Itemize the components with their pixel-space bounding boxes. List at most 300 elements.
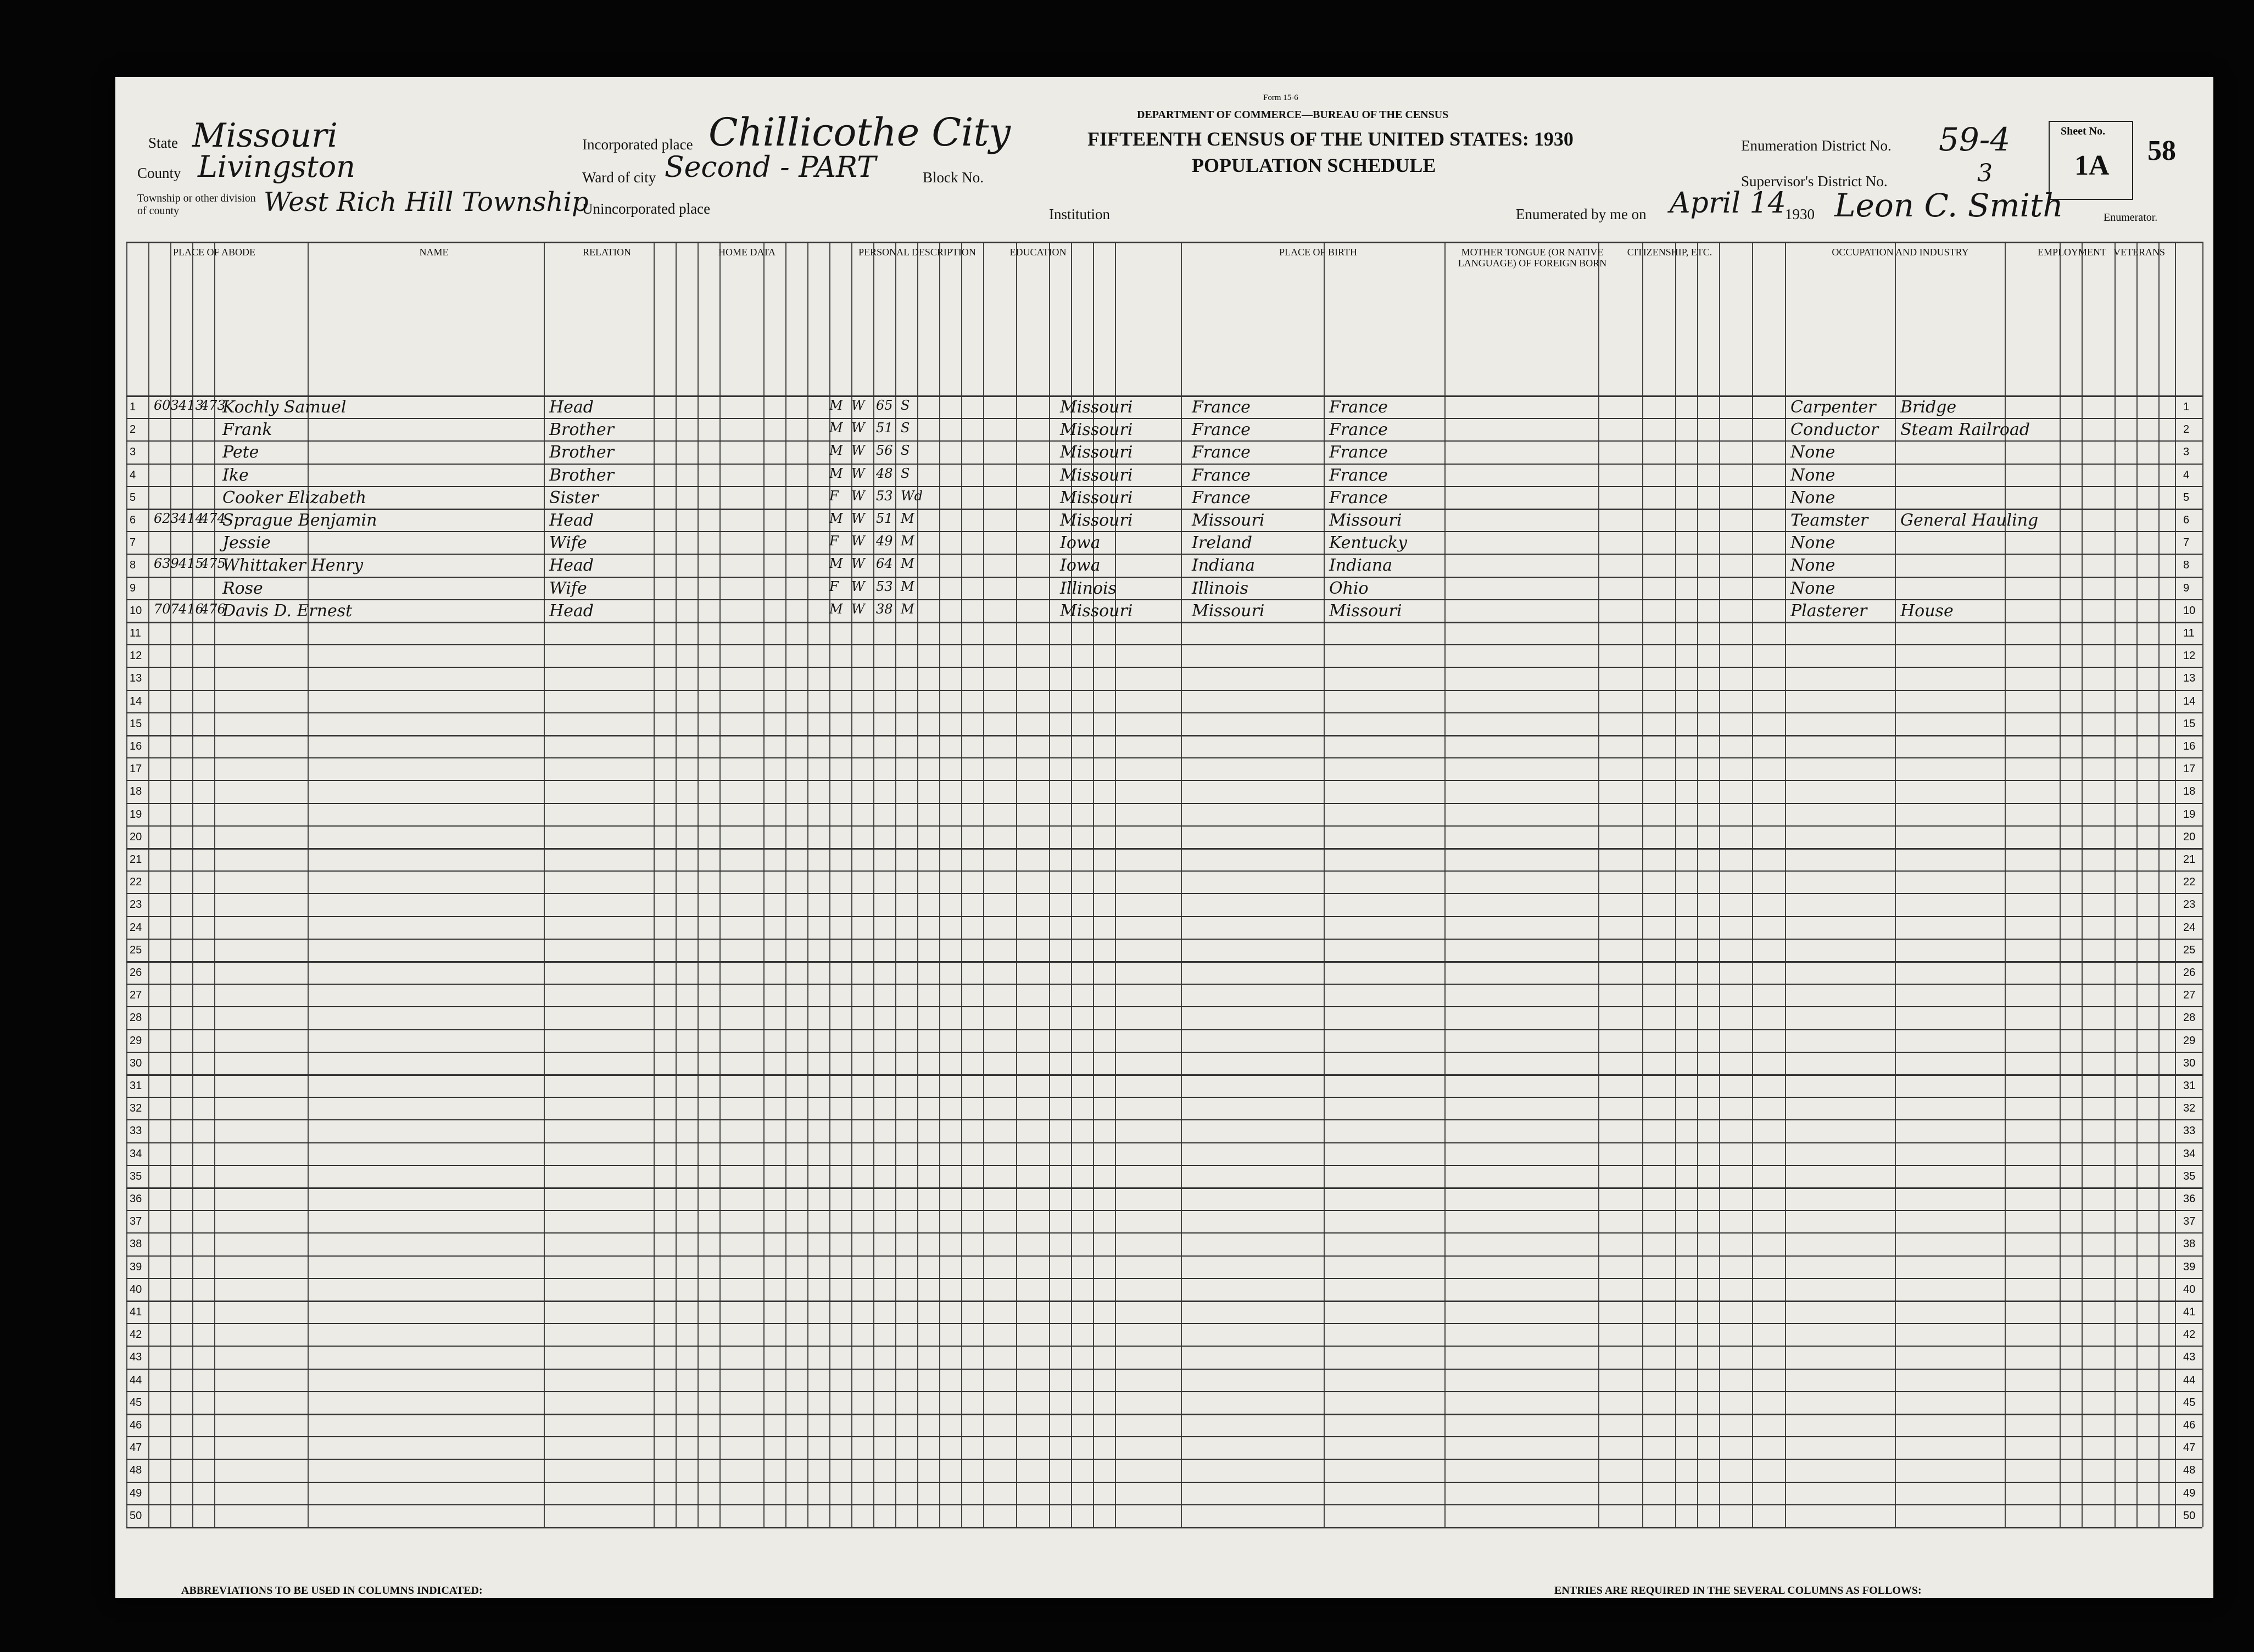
grid-hline <box>126 916 2202 917</box>
row-number-right: 5 <box>2183 491 2190 504</box>
grid-vline <box>807 242 808 1527</box>
row-number: 30 <box>130 1057 142 1069</box>
row-number: 42 <box>130 1329 142 1341</box>
row-number: 1 <box>130 401 136 413</box>
grid-vline <box>1049 242 1050 1527</box>
row-number: 2 <box>130 423 136 436</box>
row-number: 26 <box>130 967 142 979</box>
row-number-right: 11 <box>2183 627 2195 639</box>
cell-mother: Indiana <box>1329 556 1393 576</box>
grid-vline <box>2082 242 2083 1527</box>
cell-house: 413 <box>178 398 204 413</box>
grid-hline <box>126 577 2202 578</box>
cell-birth: Missouri <box>1060 465 1133 485</box>
cell-marital: S <box>901 420 910 436</box>
group-personal-description: PERSONAL DESCRIPTION <box>858 247 976 258</box>
cell-relation: Head <box>549 398 594 417</box>
grid-hline <box>126 1187 2202 1189</box>
ed-value: 59-4 <box>1939 121 2011 158</box>
cell-race: W <box>851 443 865 459</box>
grid-hline <box>126 1504 2202 1505</box>
cell-mother: Ohio <box>1329 578 1369 598</box>
grid-vline <box>895 242 896 1527</box>
grid-vline <box>170 242 171 1527</box>
cell-family: 474 <box>200 511 226 526</box>
grid-vline <box>2175 242 2176 1527</box>
grid-hline <box>126 1346 2202 1347</box>
supervisor-label: Supervisor's District No. <box>1741 173 1888 189</box>
cell-marital: M <box>901 556 914 572</box>
grid-hline <box>126 757 2202 758</box>
cell-mother: France <box>1329 443 1388 462</box>
cell-sex: F <box>829 578 839 594</box>
grid-hline <box>126 622 2202 623</box>
grid-vline <box>192 242 193 1527</box>
row-number-right: 27 <box>2183 989 2196 1002</box>
cell-age: 65 <box>876 398 893 413</box>
row-number-right: 42 <box>2183 1329 2196 1341</box>
grid-hline <box>126 440 2202 442</box>
cell-industry: House <box>1900 601 1954 621</box>
cell-race: W <box>851 488 865 504</box>
cell-marital: M <box>901 533 914 549</box>
cell-age: 49 <box>876 533 893 549</box>
grid-hline <box>126 1255 2202 1257</box>
enumerated-year: 1930 <box>1785 206 1815 222</box>
grid-vline <box>148 242 149 1527</box>
cell-name: Ike <box>222 465 249 485</box>
row-number-right: 28 <box>2183 1012 2196 1024</box>
cell-relation: Wife <box>549 578 587 598</box>
cell-age: 64 <box>876 556 893 572</box>
census-sheet <box>115 77 2213 1598</box>
cell-mother: France <box>1329 488 1388 507</box>
grid-hline <box>126 939 2202 940</box>
grid-hline <box>126 1436 2202 1437</box>
cell-industry: General Hauling <box>1900 511 2039 530</box>
cell-age: 51 <box>876 511 893 526</box>
row-number: 24 <box>130 921 142 934</box>
grid-hline <box>126 1006 2202 1007</box>
row-number: 44 <box>130 1374 142 1386</box>
grid-hline <box>126 825 2202 827</box>
group-occupation: OCCUPATION AND INDUSTRY <box>1832 247 1969 258</box>
department-heading: DEPARTMENT OF COMMERCE—BUREAU OF THE CENSUS <box>1137 109 1449 121</box>
row-number: 47 <box>130 1442 142 1454</box>
grid-vline <box>2060 242 2061 1527</box>
ed-label: Enumeration District No. <box>1741 137 1892 154</box>
cell-relation: Brother <box>549 443 614 462</box>
row-number-right: 41 <box>2183 1306 2196 1318</box>
row-number-right: 43 <box>2183 1351 2196 1364</box>
state-label: State <box>148 135 178 151</box>
cell-birth: Missouri <box>1060 398 1133 417</box>
cell-sex: M <box>829 398 843 413</box>
row-number-right: 30 <box>2183 1057 2196 1069</box>
row-number-right: 46 <box>2183 1419 2196 1431</box>
ward-label: Ward of city <box>582 169 656 186</box>
grid-vline <box>917 242 918 1527</box>
row-number: 25 <box>130 944 142 956</box>
group-citizenship: CITIZENSHIP, ETC. <box>1627 247 1712 258</box>
row-number-right: 15 <box>2183 717 2196 730</box>
cell-marital: Wd <box>901 488 923 504</box>
enumerated-label: Enumerated by me on <box>1516 206 1647 222</box>
row-number: 29 <box>130 1034 142 1047</box>
row-number-right: 37 <box>2183 1215 2196 1228</box>
grid-hline <box>126 418 2202 419</box>
cell-birth: Missouri <box>1060 511 1133 530</box>
cell-father: France <box>1192 398 1251 417</box>
grid-vline <box>1324 242 1325 1527</box>
cell-occupation: None <box>1790 488 1835 507</box>
row-number-right: 45 <box>2183 1396 2196 1409</box>
cell-occupation: None <box>1790 465 1835 485</box>
grid-vline <box>961 242 962 1527</box>
grid-hline <box>126 667 2202 668</box>
cell-sex: M <box>829 556 843 572</box>
grid-hline <box>126 1165 2202 1166</box>
cell-birth: Missouri <box>1060 601 1133 621</box>
cell-dwelling: 639 <box>154 556 179 572</box>
grid-vline <box>1675 242 1676 1527</box>
grid-vline <box>126 242 127 1527</box>
township-value: West Rich Hill Township <box>264 187 589 217</box>
township-label: Township or other division of county <box>137 192 256 217</box>
cell-mother: France <box>1329 465 1388 485</box>
row-number-right: 19 <box>2183 808 2196 821</box>
cell-industry: Steam Railroad <box>1900 420 2030 440</box>
grid-vline <box>1642 242 1643 1527</box>
row-number: 21 <box>130 853 142 866</box>
cell-relation: Head <box>549 556 594 576</box>
row-number-right: 1 <box>2183 401 2190 413</box>
cell-age: 51 <box>876 420 893 436</box>
row-number: 28 <box>130 1012 142 1024</box>
row-number-right: 31 <box>2183 1080 2196 1092</box>
cell-birth: Iowa <box>1060 556 1101 576</box>
row-number: 13 <box>130 672 142 685</box>
cell-marital: M <box>901 511 914 526</box>
cell-age: 56 <box>876 443 893 459</box>
cell-marital: M <box>901 601 914 617</box>
grid-hline <box>126 780 2202 781</box>
row-number: 17 <box>130 763 142 775</box>
row-number-right: 21 <box>2183 853 2196 866</box>
cell-name: Davis D. Ernest <box>222 601 353 621</box>
grid-vline <box>1785 242 1786 1527</box>
institution-label: Institution <box>1049 206 1111 222</box>
grid-vline <box>1181 242 1182 1527</box>
cell-family: 476 <box>200 601 226 617</box>
cell-mother: Missouri <box>1329 601 1402 621</box>
grid-hline <box>126 464 2202 465</box>
page-stamp: 58 <box>2147 135 2176 166</box>
row-number: 35 <box>130 1170 142 1182</box>
cell-name: Sprague Benjamin <box>222 511 377 530</box>
row-number: 22 <box>130 876 142 889</box>
grid-hline <box>126 644 2202 645</box>
grid-hline <box>126 870 2202 872</box>
grid-vline <box>544 242 545 1527</box>
row-number: 32 <box>130 1102 142 1115</box>
row-number: 41 <box>130 1306 142 1318</box>
cell-race: W <box>851 465 865 481</box>
row-number: 49 <box>130 1487 142 1499</box>
grid-vline <box>1697 242 1698 1527</box>
cell-mother: Kentucky <box>1329 533 1407 553</box>
row-number: 27 <box>130 989 142 1002</box>
grid-hline <box>126 1301 2202 1302</box>
group-place-of-birth: PLACE OF BIRTH <box>1279 247 1357 258</box>
cell-marital: S <box>901 398 910 413</box>
grid-hline <box>126 1119 2202 1120</box>
cell-relation: Brother <box>549 420 614 440</box>
grid-vline <box>873 242 874 1527</box>
cell-race: W <box>851 601 865 617</box>
row-number: 11 <box>130 627 141 639</box>
grid-hline <box>126 1369 2202 1370</box>
grid-hline <box>126 1459 2202 1460</box>
row-number-right: 18 <box>2183 785 2196 798</box>
grid-hline <box>126 803 2202 804</box>
block-label: Block No. <box>923 169 984 186</box>
grid-hline <box>126 486 2202 487</box>
cell-relation: Brother <box>549 465 614 485</box>
grid-hline <box>126 531 2202 532</box>
row-number: 36 <box>130 1193 142 1205</box>
grid-hline <box>126 599 2202 600</box>
grid-hline <box>126 1527 2202 1528</box>
cell-occupation: None <box>1790 556 1835 576</box>
cell-name: Kochly Samuel <box>222 398 347 417</box>
row-number-right: 4 <box>2183 468 2190 481</box>
cell-house: 414 <box>178 511 204 526</box>
cell-dwelling: 603 <box>154 398 179 413</box>
row-number-right: 49 <box>2183 1487 2196 1499</box>
row-number-right: 12 <box>2183 650 2196 662</box>
cell-sex: M <box>829 443 843 459</box>
cell-name: Rose <box>222 578 263 598</box>
grid-hline <box>126 1391 2202 1392</box>
group-mother-tongue: MOTHER TONGUE (OR NATIVE LANGUAGE) OF FOREIGN BORN <box>1458 247 1607 269</box>
cell-birth: Missouri <box>1060 488 1133 507</box>
cell-birth: Illinois <box>1060 578 1117 598</box>
grid-vline <box>2136 242 2138 1527</box>
row-number: 23 <box>130 898 142 911</box>
cell-father: Missouri <box>1192 511 1265 530</box>
row-number: 50 <box>130 1509 142 1522</box>
cell-race: W <box>851 420 865 436</box>
cell-family: 475 <box>200 556 226 572</box>
row-number-right: 48 <box>2183 1464 2196 1477</box>
cell-age: 53 <box>876 578 893 594</box>
row-number: 18 <box>130 785 142 798</box>
enumerator-name: Leon C. Smith <box>1834 187 2063 224</box>
enumerator-label: Enumerator. <box>2104 211 2158 224</box>
cell-father: Ireland <box>1192 533 1252 553</box>
cell-race: W <box>851 578 865 594</box>
grid-vline <box>719 242 721 1527</box>
cell-mother: France <box>1329 398 1388 417</box>
cell-occupation: Carpenter <box>1790 398 1876 417</box>
cell-age: 38 <box>876 601 893 617</box>
row-number-right: 50 <box>2183 1509 2196 1522</box>
cell-father: France <box>1192 420 1251 440</box>
cell-relation: Wife <box>549 533 587 553</box>
row-number: 45 <box>130 1396 142 1409</box>
row-number: 33 <box>130 1125 142 1137</box>
cell-industry: Bridge <box>1900 398 1957 417</box>
cell-name: Frank <box>222 420 272 440</box>
ward-value: Second - PART <box>665 151 876 184</box>
grid-vline <box>2114 242 2116 1527</box>
row-number-right: 36 <box>2183 1193 2196 1205</box>
row-number: 4 <box>130 468 136 481</box>
group-place-of-abode: PLACE OF ABODE <box>172 247 256 258</box>
row-number-right: 3 <box>2183 446 2190 459</box>
row-number: 8 <box>130 559 136 572</box>
grid-hline <box>126 554 2202 555</box>
grid-hline <box>126 1278 2202 1279</box>
grid-vline <box>785 242 786 1527</box>
cell-age: 53 <box>876 488 893 504</box>
grid-top-line <box>126 242 2202 243</box>
grid-vline <box>2158 242 2160 1527</box>
row-number: 5 <box>130 491 136 504</box>
grid-vline <box>654 242 655 1527</box>
grid-hline <box>126 1482 2202 1483</box>
row-number-right: 6 <box>2183 514 2190 526</box>
group-veterans: VETERANS <box>2113 247 2165 258</box>
grid-vline <box>1719 242 1720 1527</box>
cell-relation: Head <box>549 511 594 530</box>
cell-house: 416 <box>178 601 204 617</box>
cell-age: 48 <box>876 465 893 481</box>
grid-vline <box>2202 242 2203 1527</box>
row-number-right: 40 <box>2183 1283 2196 1296</box>
cell-father: Missouri <box>1192 601 1265 621</box>
sheet-label: Sheet No. <box>2061 125 2106 137</box>
grid-vline <box>214 242 215 1527</box>
grid-vline <box>308 242 309 1527</box>
cell-sex: F <box>829 533 839 549</box>
state-value: Missouri <box>192 116 338 155</box>
row-number: 34 <box>130 1147 142 1160</box>
cell-father: France <box>1192 488 1251 507</box>
grid-vline <box>983 242 984 1527</box>
grid-vline <box>939 242 940 1527</box>
cell-father: Illinois <box>1192 578 1249 598</box>
cell-birth: Missouri <box>1060 420 1133 440</box>
row-number: 48 <box>130 1464 142 1477</box>
cell-occupation: None <box>1790 533 1835 553</box>
row-number-right: 39 <box>2183 1260 2196 1273</box>
group-home-data: HOME DATA <box>718 247 776 258</box>
cell-race: W <box>851 398 865 413</box>
cell-name: Pete <box>222 443 259 462</box>
grid-hline <box>126 961 2202 963</box>
row-number: 43 <box>130 1351 142 1364</box>
row-number: 20 <box>130 830 142 843</box>
cell-sex: M <box>829 420 843 436</box>
grid-hline <box>126 735 2202 736</box>
grid-vline <box>698 242 699 1527</box>
grid-vline <box>1016 242 1017 1527</box>
grid-hline <box>126 1052 2202 1053</box>
grid-hline <box>126 1414 2202 1415</box>
grid-hline <box>126 893 2202 894</box>
grid-hline <box>126 395 2202 397</box>
row-number: 31 <box>130 1080 142 1092</box>
cell-occupation: None <box>1790 578 1835 598</box>
cell-marital: S <box>901 465 910 481</box>
census-grid <box>126 242 2202 1582</box>
grid-vline <box>763 242 765 1527</box>
cell-occupation: Teamster <box>1790 511 1868 530</box>
row-number-right: 14 <box>2183 695 2196 707</box>
row-number: 3 <box>130 446 136 459</box>
cell-dwelling: 707 <box>154 601 179 617</box>
cell-relation: Sister <box>549 488 599 507</box>
row-number-right: 34 <box>2183 1147 2196 1160</box>
row-number-right: 24 <box>2183 921 2196 934</box>
cell-mother: France <box>1329 420 1388 440</box>
row-number-right: 44 <box>2183 1374 2196 1386</box>
grid-vline <box>1444 242 1446 1527</box>
cell-sex: M <box>829 465 843 481</box>
row-number: 16 <box>130 740 142 752</box>
cell-father: France <box>1192 465 1251 485</box>
cell-occupation: None <box>1790 443 1835 462</box>
row-number-right: 16 <box>2183 740 2196 752</box>
grid-hline <box>126 1029 2202 1030</box>
row-number-right: 33 <box>2183 1125 2196 1137</box>
grid-hline <box>126 1074 2202 1076</box>
census-title: FIFTEENTH CENSUS OF THE UNITED STATES: 1930 <box>1087 128 1574 150</box>
grid-vline <box>1895 242 1896 1527</box>
row-number-right: 35 <box>2183 1170 2196 1182</box>
cell-name: Cooker Elizabeth <box>222 488 367 507</box>
row-number-right: 32 <box>2183 1102 2196 1115</box>
cell-sex: F <box>829 488 839 504</box>
row-number: 6 <box>130 514 136 526</box>
row-number-right: 9 <box>2183 582 2190 594</box>
cell-father: Indiana <box>1192 556 1256 576</box>
grid-hline <box>126 690 2202 691</box>
row-number: 46 <box>130 1419 142 1431</box>
supervisor-value: 3 <box>1977 159 1993 187</box>
cell-sex: M <box>829 601 843 617</box>
cell-marital: S <box>901 443 910 459</box>
grid-hline <box>126 712 2202 713</box>
row-number: 38 <box>130 1238 142 1251</box>
incorporated-value: Chillicothe City <box>708 110 1011 155</box>
row-number-right: 8 <box>2183 559 2190 572</box>
grid-vline <box>676 242 677 1527</box>
row-number-right: 2 <box>2183 423 2190 436</box>
row-number: 39 <box>130 1260 142 1273</box>
grid-hline <box>126 984 2202 985</box>
grid-vline <box>1598 242 1599 1527</box>
group-name: NAME <box>419 247 449 258</box>
cell-race: W <box>851 511 865 526</box>
row-number-right: 22 <box>2183 876 2196 889</box>
group-relation: RELATION <box>583 247 631 258</box>
group-employment: EMPLOYMENT <box>2038 247 2106 258</box>
cell-father: France <box>1192 443 1251 462</box>
row-number: 10 <box>130 604 142 617</box>
